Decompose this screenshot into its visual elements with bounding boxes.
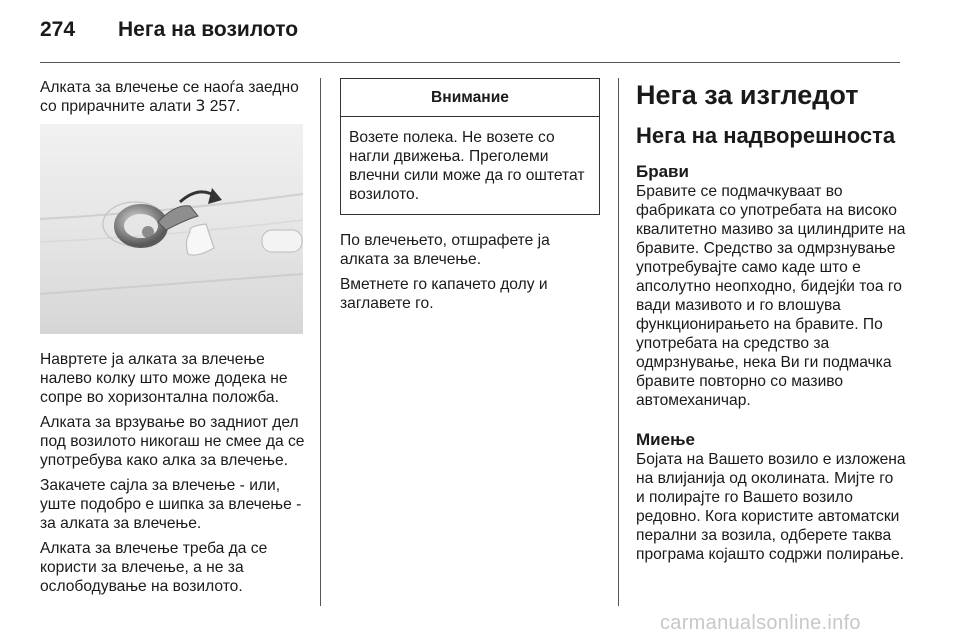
column-middle [340,78,602,319]
header-divider [40,62,900,63]
page-number: 274 [40,18,76,41]
column-right [636,78,906,570]
paragraph-insert-cap: Вметнете го капачето долу и заглавете го. [340,276,548,312]
heading-washing: Миење [636,430,695,449]
page-header [40,18,298,48]
section-title: Нега на возилото [118,18,299,41]
paragraph-after-towing: По влечењето, отшрафете ја алката за влечење. [340,232,550,268]
text-washing: Бојата на Вашето возило е изложена на влијанија од околината. Мијте го и полирајте го Вашето возило редовно. Кога користите автоматски перални за возила, одберете таква програма којашто содржи полирање. [636,451,906,563]
page-ref-arrow-icon: 3 [195,97,206,115]
watermark: carmanualsonline.info [660,612,861,634]
chapter-title: Нега за изгледот [636,80,859,110]
paragraph-3: Закачете сајла за влечење - или, уште подобро е шипка за влечење - за алката за влечење. [40,477,302,532]
chapter-subtitle: Нега на надворешноста [636,123,896,148]
warning-box [340,78,600,215]
warning-title: Внимание [341,79,599,117]
warning-body [341,117,599,214]
page-ref-link[interactable]: 257. [209,98,241,115]
column-left [40,78,308,602]
column-divider-2 [618,78,619,606]
paragraph-4: Алката за влечење треба да се користи за влечење, а не за ослободување на возилото. [40,540,268,595]
paragraph-2: Алката за врзување во задниот дел под возилото никогаш не смее да се употребува како алка за влечење. [40,414,305,469]
paragraph-1: Навртете ја алката за влечење налево колку што може додека не сопре во хоризонтална положба. [40,351,288,406]
warning-text: Возете полека. Не возете со нагли движења. Преголеми влечни сили може да го оштетат возилото. [349,129,585,203]
text-locks: Бравите се подмачкуваат во фабриката со употребата на високо квалитетно мазиво за цилиндрите на бравите. Средство за одмрзнување употребувајте само каде што е апсолутно неопходно, бидејќи тоа го вади мазивото и го влошува функционирањето на бравите. По употребата на средство за одмрзнување, нека Ви ги подмачка бравите повторно со мазиво автомеханичар. [636,183,906,409]
intro-paragraph [40,78,308,116]
towing-eye-illustration [40,124,303,334]
column-divider-1 [320,78,321,606]
intro-text: Алката за влечење се наоѓа заедно со прирачните алати [40,79,299,115]
heading-locks: Брави [636,162,689,181]
